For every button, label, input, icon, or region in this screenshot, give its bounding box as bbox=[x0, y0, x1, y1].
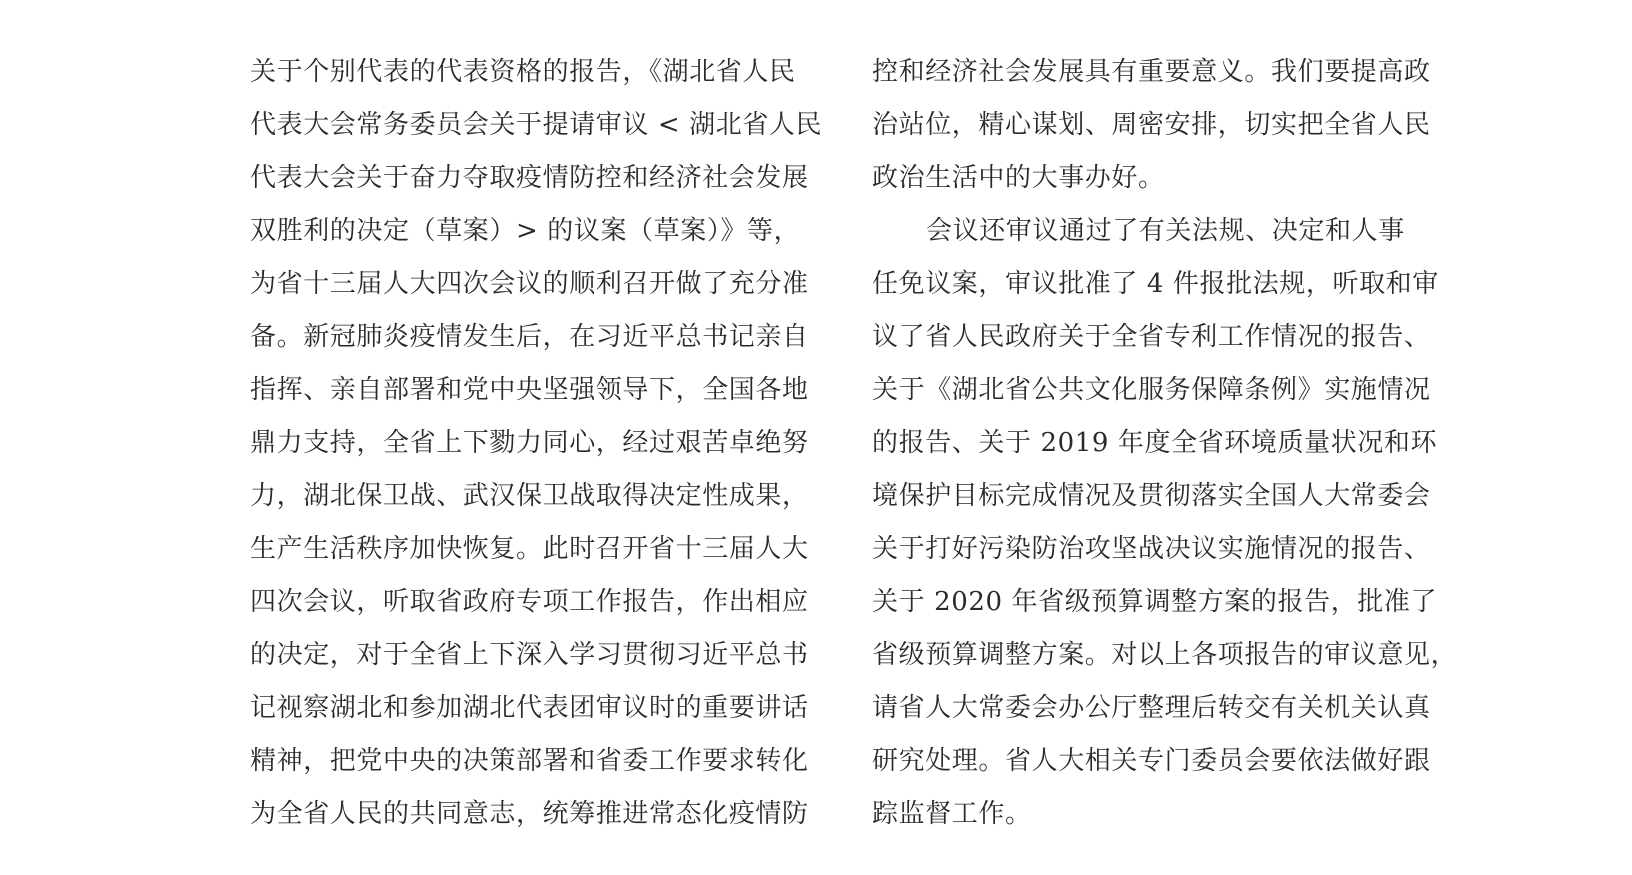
text-line: 四次会议，听取省政府专项工作报告，作出相应 bbox=[250, 587, 809, 617]
text-line: 的报告、关于 2019 年度全省环境质量状况和环 bbox=[872, 428, 1438, 458]
text-line: 的决定，对于全省上下深入学习贯彻习近平总书 bbox=[250, 640, 809, 670]
text-line: 议了省人民政府关于全省专利工作情况的报告、 bbox=[872, 322, 1431, 352]
left-text-column bbox=[250, 46, 823, 841]
text-line: 双胜利的决定（草案）> 的议案（草案）》等， bbox=[250, 216, 801, 246]
text-line: 代表大会关于奋力夺取疫情防控和经济社会发展 bbox=[250, 163, 809, 193]
text-line: 省级预算调整方案。对以上各项报告的审议意见， bbox=[872, 640, 1458, 670]
text-line: 指挥、亲自部署和党中央坚强领导下，全国各地 bbox=[250, 375, 809, 405]
right-text-column bbox=[872, 46, 1458, 841]
text-line: 任免议案，审议批准了 4 件报批法规，听取和审 bbox=[872, 269, 1439, 299]
text-line: 为省十三届人大四次会议的顺利召开做了充分准 bbox=[250, 269, 809, 299]
text-line: 关于《湖北省公共文化服务保障条例》实施情况 bbox=[872, 375, 1431, 405]
text-line: 关于打好污染防治攻坚战决议实施情况的报告、 bbox=[872, 534, 1431, 564]
text-line: 踪监督工作。 bbox=[872, 799, 1032, 829]
text-line: 关于 2020 年省级预算调整方案的报告，批准了 bbox=[872, 587, 1438, 617]
text-line: 研究处理。省人大相关专门委员会要依法做好跟 bbox=[872, 746, 1431, 776]
text-line: 关于个别代表的代表资格的报告，《湖北省人民 bbox=[250, 57, 796, 87]
text-line: 治站位，精心谋划、周密安排，切实把全省人民 bbox=[872, 110, 1431, 140]
text-line: 为全省人民的共同意志，统筹推进常态化疫情防 bbox=[250, 799, 809, 829]
text-line: 精神，把党中央的决策部署和省委工作要求转化 bbox=[250, 746, 809, 776]
text-line: 备。新冠肺炎疫情发生后，在习近平总书记亲自 bbox=[250, 322, 809, 352]
text-line: 政治生活中的大事办好。 bbox=[872, 163, 1165, 193]
text-line: 请省人大常委会办公厅整理后转交有关机关认真 bbox=[872, 693, 1431, 723]
text-line: 鼎力支持，全省上下勠力同心，经过艰苦卓绝努 bbox=[250, 428, 809, 458]
text-line: 生产生活秩序加快恢复。此时召开省十三届人大 bbox=[250, 534, 809, 564]
paragraph-start-line: 会议还审议通过了有关法规、决定和人事 bbox=[926, 216, 1405, 246]
text-line: 记视察湖北和参加湖北代表团审议时的重要讲话 bbox=[250, 693, 809, 723]
text-line: 力，湖北保卫战、武汉保卫战取得决定性成果， bbox=[250, 481, 809, 511]
text-line: 代表大会常务委员会关于提请审议 < 湖北省人民 bbox=[250, 110, 823, 140]
text-line: 境保护目标完成情况及贯彻落实全国人大常委会 bbox=[872, 481, 1431, 511]
text-line: 控和经济社会发展具有重要意义。我们要提高政 bbox=[872, 57, 1431, 87]
